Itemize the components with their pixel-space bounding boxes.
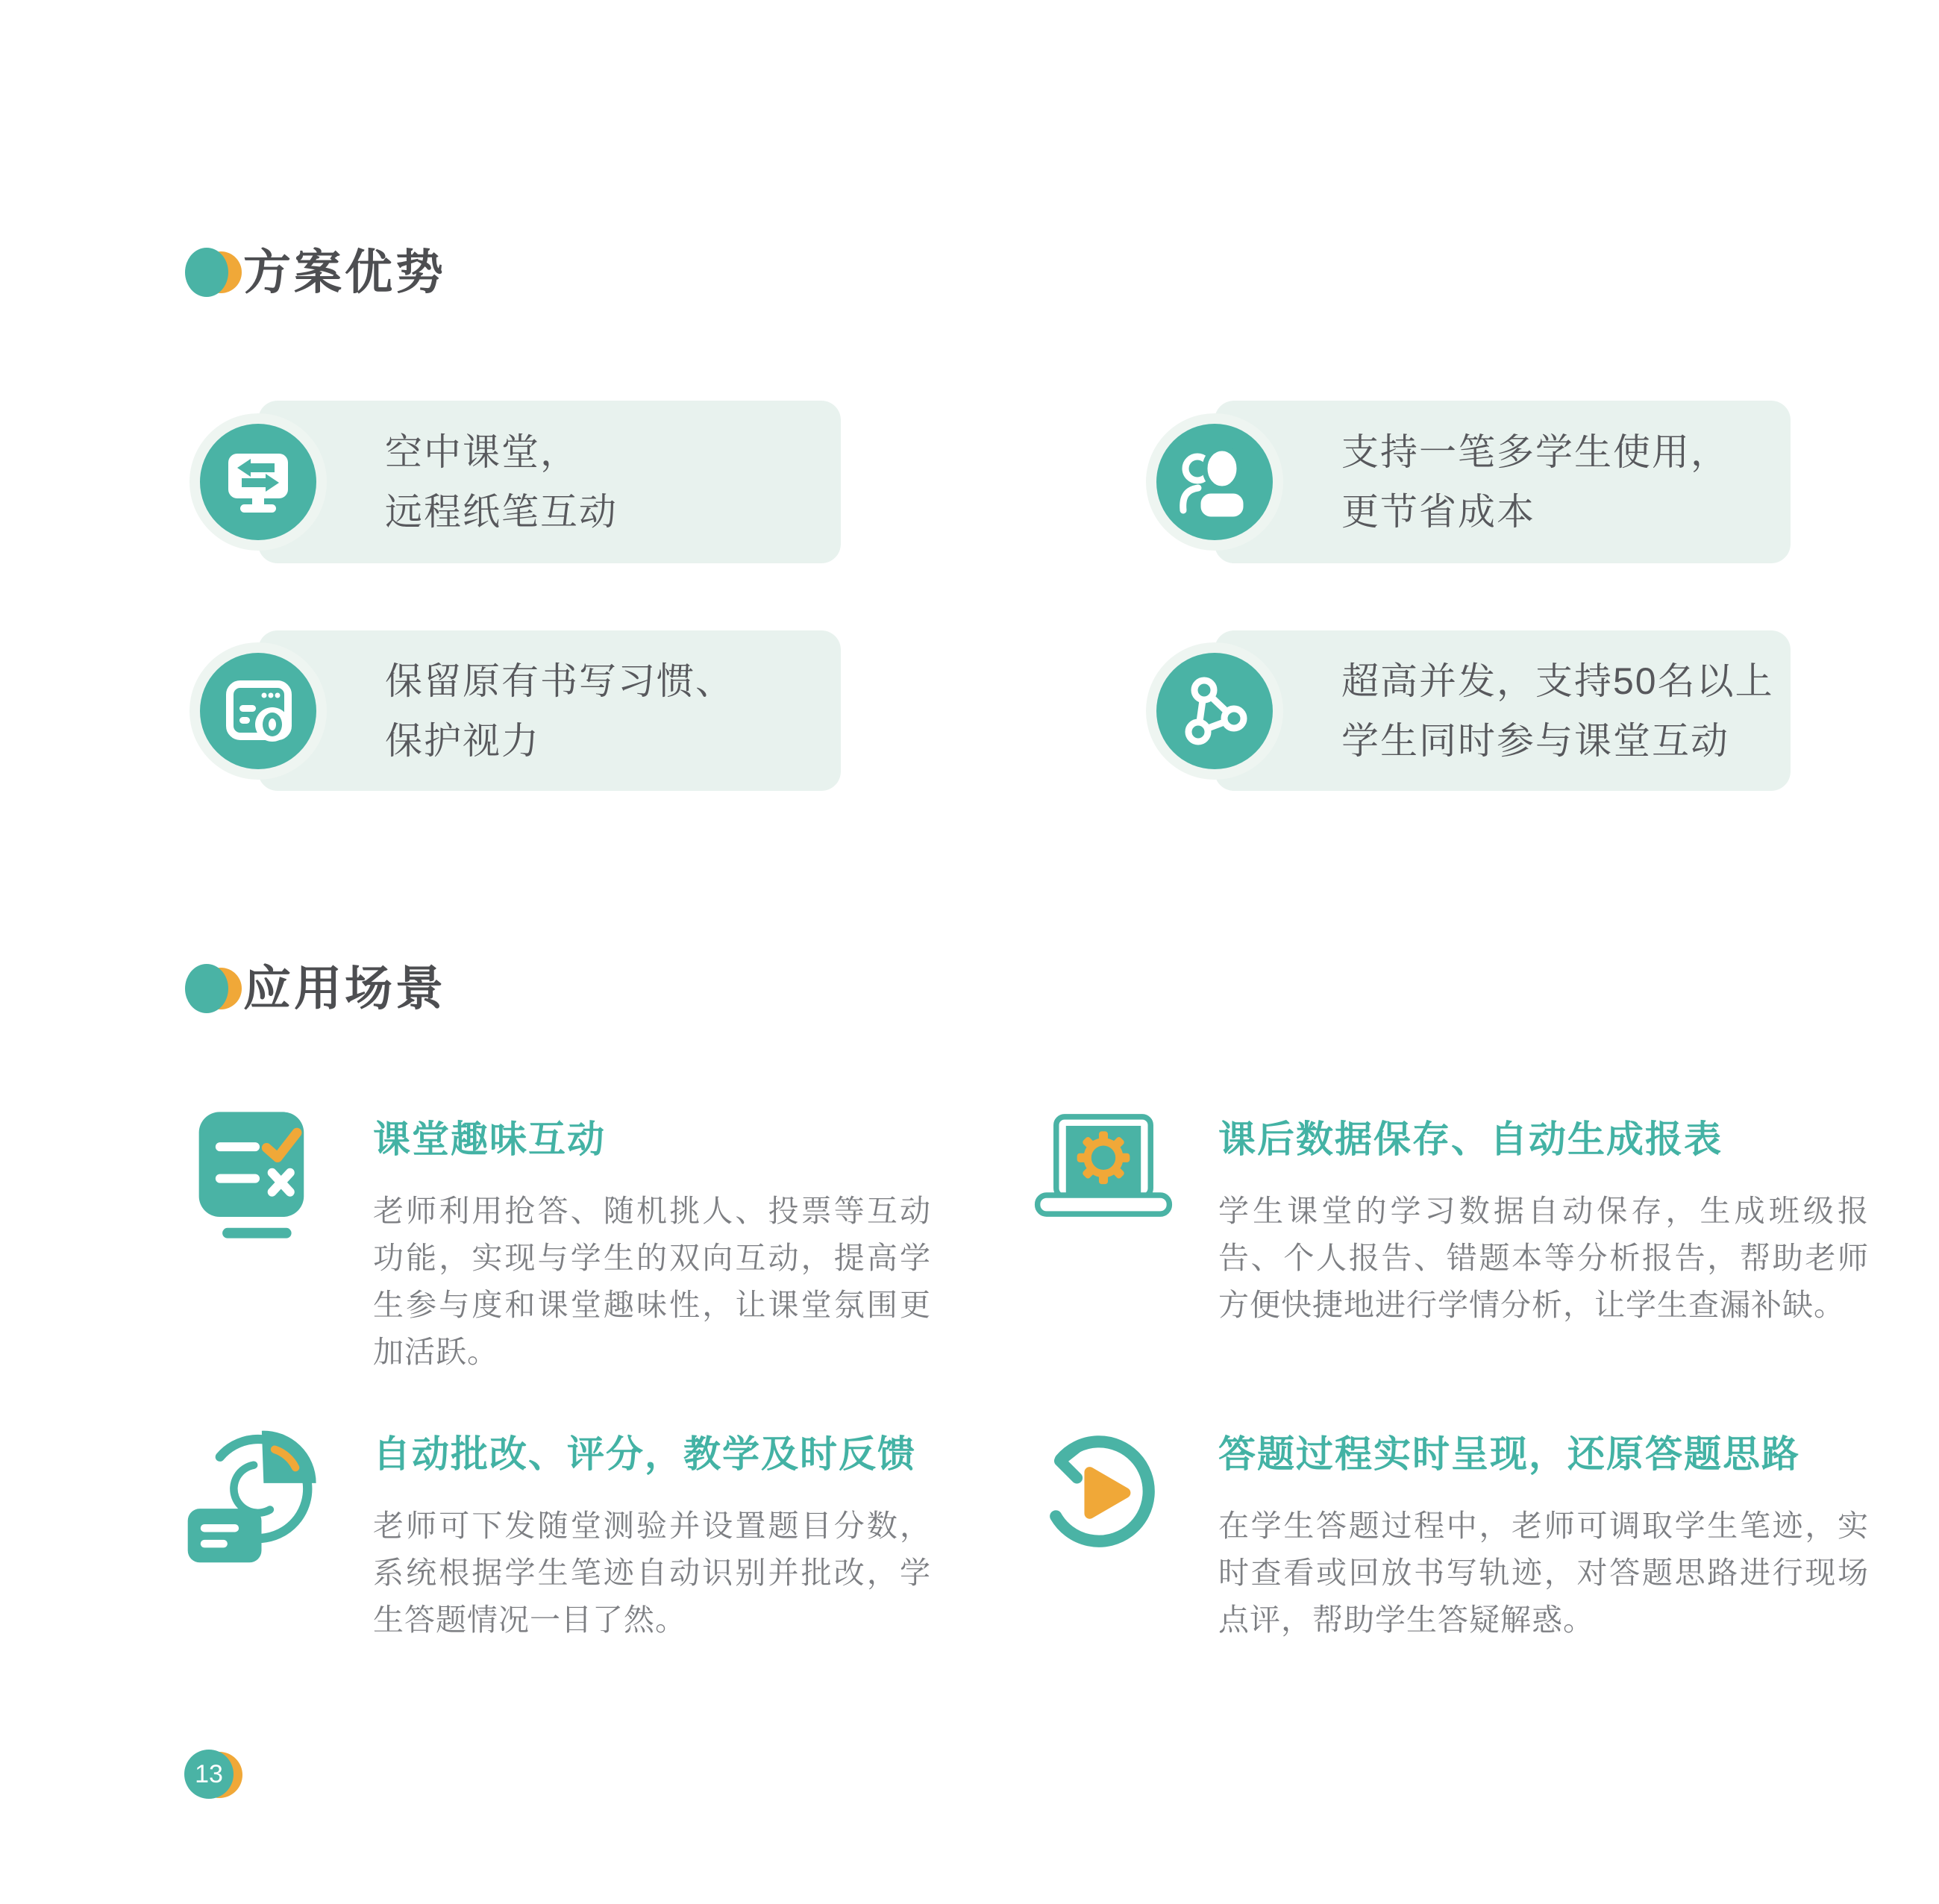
card-text-line: 保留原有书写习惯、 xyxy=(385,660,734,702)
scenario-title: 课后数据保存、自动生成报表 xyxy=(1218,1118,1723,1160)
card-text-line: 更节省成本 xyxy=(1341,491,1535,533)
card-text-line: 学生同时参与课堂互动 xyxy=(1341,719,1729,762)
network-nodes-icon xyxy=(1156,653,1273,769)
quiz-board-icon xyxy=(187,1106,325,1244)
card-text xyxy=(1341,422,1729,542)
page-number-badge xyxy=(184,1750,245,1800)
scenario-body: 老师可下发随堂测验并设置题目分数，系统根据学生笔迹自动识别并批改，学生答题情况一目了然。 xyxy=(373,1509,931,1637)
scenario-body: 学生课堂的学习数据自动保存，生成班级报告、个人报告、错题本等分析报告，帮助老师方便快捷地进行学情分析，让学生查漏补缺。 xyxy=(1218,1194,1869,1322)
advantages-section-title: 方案优势 xyxy=(243,245,446,299)
monitor-exchange-icon xyxy=(200,424,316,540)
scenario-body: 老师利用抢答、随机挑人、投票等互动功能，实现与学生的双向互动，提高学生参与度和课堂趣味性，让课堂氛围更加活跃。 xyxy=(373,1194,931,1369)
page-number: 13 xyxy=(184,1750,234,1799)
laptop-gear-icon xyxy=(1034,1113,1173,1218)
card-text xyxy=(1341,651,1774,771)
replay-icon xyxy=(1039,1431,1159,1552)
card-text-line: 保护视力 xyxy=(385,719,540,762)
card-text-line: 支持一笔多学生使用， xyxy=(1341,431,1729,473)
section-bullet-icon xyxy=(185,248,243,297)
card-text-line: 远程纸笔互动 xyxy=(385,491,618,533)
pie-report-icon xyxy=(184,1425,325,1567)
scenario-body: 在学生答题过程中，老师可调取学生笔迹，实时查看或回放书写轨迹，对答题思路进行现场点评，帮助学生答疑解惑。 xyxy=(1218,1509,1869,1637)
scenario-title: 答题过程实时呈现，还原答题思路 xyxy=(1218,1433,1800,1475)
advantage-card-multi-student xyxy=(1215,401,1791,563)
card-text xyxy=(385,422,618,542)
scenario-title: 自动批改、评分，教学及时反馈 xyxy=(373,1433,916,1475)
browser-eye-icon xyxy=(200,653,316,769)
section-bullet-icon xyxy=(185,964,243,1013)
bullet-teal-dot xyxy=(185,964,228,1013)
advantage-card-concurrency xyxy=(1215,630,1791,791)
scenarios-section-title: 应用场景 xyxy=(243,962,446,1015)
advantages-section-header xyxy=(185,245,446,299)
users-icon xyxy=(1156,424,1273,540)
advantage-card-writing-habit xyxy=(258,630,841,791)
scenario-title: 课堂趣味互动 xyxy=(373,1118,606,1160)
card-text xyxy=(385,651,734,771)
scenarios-section-header xyxy=(185,964,446,1013)
card-text-line: 空中课堂， xyxy=(385,431,579,473)
bullet-teal-dot xyxy=(185,248,228,297)
advantage-card-air-classroom xyxy=(258,401,841,563)
card-text-line: 超高并发，支持50名以上 xyxy=(1341,660,1774,702)
